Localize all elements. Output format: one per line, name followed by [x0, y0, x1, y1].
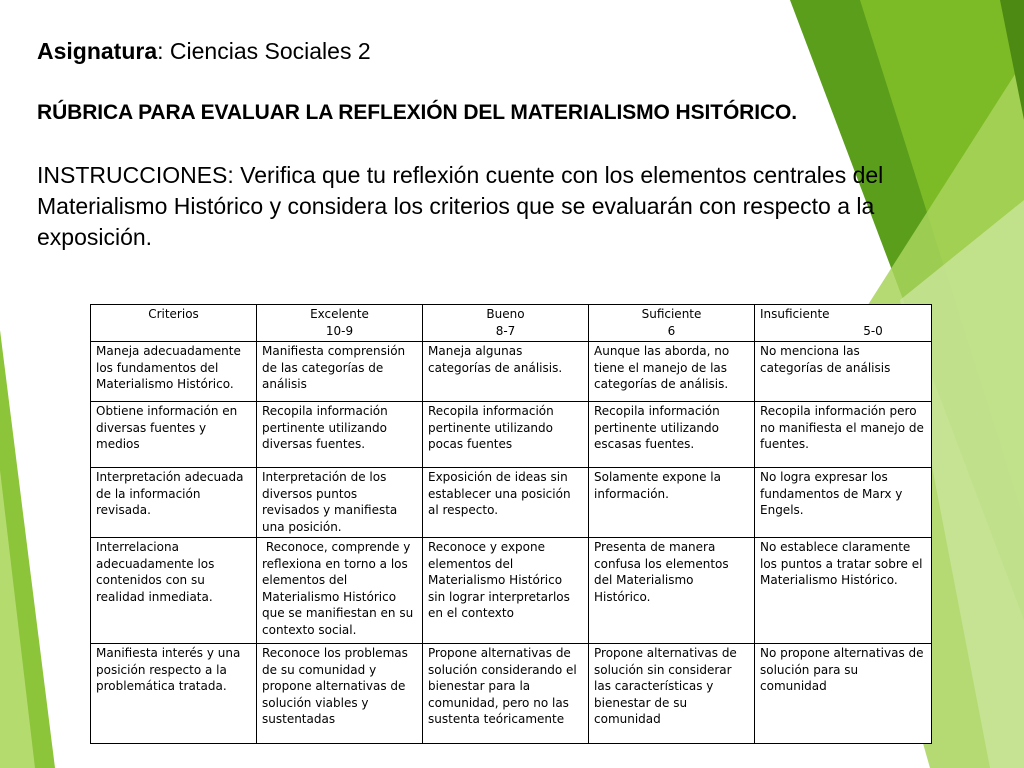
- table-row: [91, 402, 932, 468]
- header-bueno-score: 8-7: [495, 323, 516, 338]
- cell-criterion: Interpretación adecuada de la información revisada.: [91, 468, 257, 538]
- cell-bueno: Maneja algunas categorías de análisis.: [423, 342, 589, 402]
- cell-insuficiente: Recopila información pero no manifiesta el manejo de fuentes.: [755, 402, 932, 468]
- cell-suficiente: Propone alternativas de solución sin considerar las características y bienestar de su comunidad: [589, 644, 755, 744]
- header-excelente-score: 10-9: [325, 323, 354, 338]
- table-header-row: [91, 305, 932, 342]
- header-excelente: [257, 305, 423, 342]
- cell-excelente: Reconoce los problemas de su comunidad y propone alternativas de solución viables y sustentadas: [257, 644, 423, 744]
- header-excelente-label: Excelente: [310, 307, 369, 321]
- cell-excelente: Interpretación de los diversos puntos revisados y manifiesta una posición.: [257, 468, 423, 538]
- cell-bueno: Exposición de ideas sin establecer una posición al respecto.: [423, 468, 589, 538]
- cell-insuficiente: No establece claramente los puntos a tratar sobre el Materialismo Histórico.: [755, 538, 932, 644]
- cell-suficiente: Presenta de manera confusa los elementos del Materialismo Histórico.: [589, 538, 755, 644]
- cell-insuficiente: No menciona las categorías de análisis: [755, 342, 932, 402]
- header-criterios: [91, 305, 257, 342]
- cell-excelente: Reconoce, comprende y reflexiona en torno a los elementos del Materialismo Histórico que se manifiestan en su contexto social.: [257, 538, 423, 644]
- cell-criterion: Maneja adecuadamente los fundamentos del Materialismo Histórico.: [91, 342, 257, 402]
- table-row: [91, 342, 932, 402]
- table-row: [91, 644, 932, 744]
- cell-suficiente: Recopila información pertinente utilizando escasas fuentes.: [589, 402, 755, 468]
- header-insuficiente: [755, 305, 932, 342]
- header-suficiente: [589, 305, 755, 342]
- subject-label: Asignatura: [37, 38, 158, 64]
- cell-insuficiente: No propone alternativas de solución para su comunidad: [755, 644, 932, 744]
- rubric-title: RÚBRICA PARA EVALUAR LA REFLEXIÓN DEL MATERIALISMO HSITÓRICO.: [37, 101, 798, 124]
- header-insuficiente-score: 5-0: [863, 323, 883, 338]
- header-suficiente-score: 6: [667, 323, 676, 338]
- cell-criterion: Obtiene información en diversas fuentes y medios: [91, 402, 257, 468]
- cell-criterion: Manifiesta interés y una posición respecto a la problemática tratada.: [91, 644, 257, 744]
- cell-excelente: Manifiesta comprensión de las categorías de análisis: [257, 342, 423, 402]
- subject-value: : Ciencias Sociales 2: [157, 38, 371, 64]
- rubric-table: [90, 304, 932, 744]
- cell-suficiente: Aunque las aborda, no tiene el manejo de las categorías de análisis.: [589, 342, 755, 402]
- subject-line: [37, 38, 371, 65]
- instructions-text: INSTRUCCIONES: Verifica que tu reflexión cuente con los elementos centrales del Materialismo Histórico y considera los criterios que se evaluarán con respecto a la exposición.: [37, 162, 884, 250]
- cell-criterion: Interrelaciona adecuadamente los contenidos con su realidad inmediata.: [91, 538, 257, 644]
- table-row: [91, 468, 932, 538]
- cell-suficiente: Solamente expone la información.: [589, 468, 755, 538]
- header-insuficiente-label: Insuficiente: [760, 307, 830, 321]
- header-bueno: [423, 305, 589, 342]
- cell-insuficiente: No logra expresar los fundamentos de Marx y Engels.: [755, 468, 932, 538]
- cell-bueno: Reconoce y expone elementos del Materialismo Histórico sin lograr interpretarlos en el contexto: [423, 538, 589, 644]
- cell-excelente: Recopila información pertinente utilizando diversas fuentes.: [257, 402, 423, 468]
- header-bueno-label: Bueno: [486, 307, 525, 321]
- cell-bueno: Propone alternativas de solución considerando el bienestar para la comunidad, pero no las sustenta teóricamente: [423, 644, 589, 744]
- cell-bueno: Recopila información pertinente utilizando pocas fuentes: [423, 402, 589, 468]
- table-row: [91, 538, 932, 644]
- header-suficiente-label: Suficiente: [641, 307, 702, 321]
- header-criterios-label: Criterios: [148, 307, 199, 321]
